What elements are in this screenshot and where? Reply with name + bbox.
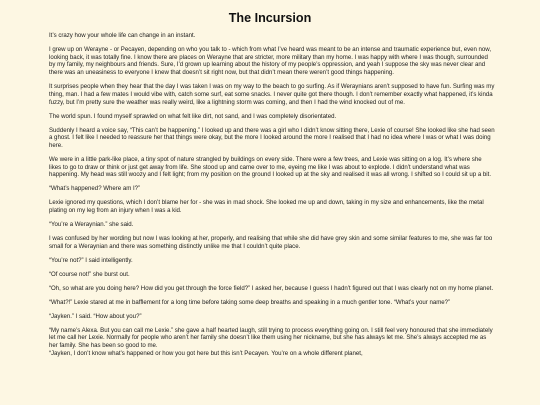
- paragraph: I grew up on Werayne - or Pecayen, depending on who you talk to - which from what I’ve heard was meant to be an intense and traumatic experience but, even now, looking back, it was totally fine. I know there are places on Werayne that are stricter, more military than my home. I was happy with where I was though, surrounded by my family, my neighbours and friends. Sure, I’d grown up learning about the history of my people’s oppression, and yeah I suppose the sky was never clear and there was an uneasiness to everyone I knew that doesn’t sit right now, but that didn’t mean there weren’t good things happening.: [49, 46, 492, 77]
- paragraph: Suddenly I heard a voice say, “This can’t be happening.” I looked up and there was a girl who I didn’t know sitting there, Lexie of course! She looked like she had seen a ghost. I felt like I needed to reassure her that things were okay, but the more I looked around the more I realised that I had no idea where I was or what I was doing here.: [49, 126, 495, 149]
- paragraph: “What?!” Lexie stared at me in bafflement for a long time before taking some deep breaths and speaking in a much gentler tone. “What’s your name?”: [49, 298, 451, 306]
- paragraph: “Of course not!” she burst out.: [49, 270, 130, 278]
- paragraph: “What’s happened? Where am I?”: [49, 185, 141, 193]
- paragraph: “Oh, so what are you doing here? How did you get through the force field?” I asked her, because I guess I hadn’t figured out that I was clearly not on my home planet.: [49, 284, 494, 292]
- paragraph: “You’re a Weraynian.” she said.: [49, 221, 134, 229]
- paragraph: Lexie ignored my questions, which I don’t blame her for - she was in mad shock. She looked me up and down, taking in my size and enhancements, like the metal plating on my leg from an injury when I was a kid.: [49, 199, 484, 215]
- paragraph: The world spun. I found myself sprawled on what felt like dirt, not sand, and I was completely disorientated.: [49, 112, 337, 120]
- paragraph: “You’re not?” I said intelligently.: [49, 256, 133, 264]
- paragraph: I was confused by her wording but now I was looking at her, properly, and realising that while she did have grey skin and some similar features to me, she was far too small for a Weraynian and there was something distinctly unlike me that I couldn’t quite place.: [49, 235, 493, 250]
- paragraph: “Jayken.” I said. “How about you?”: [49, 312, 142, 320]
- paragraph: We were in a little park-like place, a tiny spot of nature strangled by buildings on every side. There were a few trees, and Lexie was sitting on a log. It’s where she likes to go to draw or think or just get away from life. She stood up and came over to me, eyeing me like I was about to explode. I didn’t understand what was happening. My head was still woozy and I felt light; from my position on the ground I looked up at the sky and realised it was all wrong. I shifted so I could sit up a bit.: [49, 155, 492, 179]
- paragraph: “Jayken, I don’t know what’s happened or how you got here but this isn’t Pecayen. You’re on a whole different planet,: [49, 349, 363, 357]
- paragraph: It surprises people when they hear that the day I was taken I was on my way to the beach to go surfing. As if Weraynians aren’t supposed to have fun. Surfing was my thing, man. I had a few mates I would vibe with, catch some surf, eat some snacks. I never quite got there though. I don’t remember exactly what happened, it’s kinda fuzzy, but I’m pretty sure the weather was really weird, like a lightning storm was coming, and then I had the wind knocked out of me.: [49, 83, 495, 106]
- paragraph: “My name’s Alexa. But you can call me Lexie.” she gave a half hearted laugh, still trying to process everything going on. I still feel very honoured that she immediately let me call her Lexie. Normally for people who aren’t her family she doesn’t like them using her nickname, but she has always let me. She’s always accepted me as her family. She has been so good to me.: [49, 326, 493, 350]
- paragraph: It’s crazy how your whole life can change in an instant.: [49, 32, 196, 39]
- document-body: [49, 32, 495, 358]
- document-title: The Incursion: [228, 11, 312, 25]
